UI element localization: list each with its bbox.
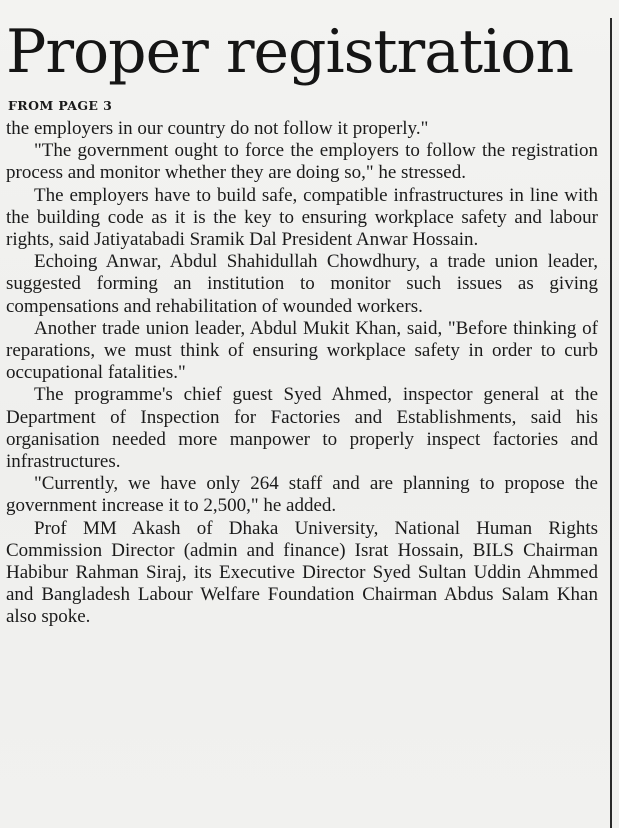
paragraph: "The government ought to force the employers to follow the registration process and monitor whether they are doing so," he stressed. [6,140,598,184]
article-body [6,118,598,629]
column-rule [610,18,612,828]
paragraph: The programme's chief guest Syed Ahmed, inspector general at the Department of Inspection for Factories and Establishments, said his organisation needed more manpower to properly inspect factories and infrastructures. [6,384,598,473]
jump-line: FROM PAGE 3 [8,98,113,113]
paragraph-continued: the employers in our country do not follow it properly." [6,118,429,139]
paragraph: Another trade union leader, Abdul Mukit Khan, said, "Before thinking of reparations, we must think of ensuring workplace safety in order to curb occupational fatalities." [6,317,598,384]
paragraph: Echoing Anwar, Abdul Shahidullah Chowdhury, a trade union leader, suggested forming an institution to monitor such issues as giving compensations and rehabilitation of wounded workers. [6,251,598,317]
headline: Proper registration [6,17,574,87]
paragraph: "Currently, we have only 264 staff and are planning to propose the government increase it to 2,500," he added. [6,473,598,517]
paragraph: The employers have to build safe, compatible infrastructures in line with the building code as it is the key to ensuring workplace safety and labour rights, said Jatiyatabadi Sramik Dal President Anwar Hossain. [6,184,598,251]
paragraph: Prof MM Akash of Dhaka University, National Human Rights Commission Director (admin and finance) Israt Hossain, BILS Chairman Habibur Rahman Siraj, its Executive Director Syed Sultan Uddin Ahmmed and Bangladesh Labour Welfare Foundation Chairman Abdus Salam Khan also spoke. [6,517,598,628]
